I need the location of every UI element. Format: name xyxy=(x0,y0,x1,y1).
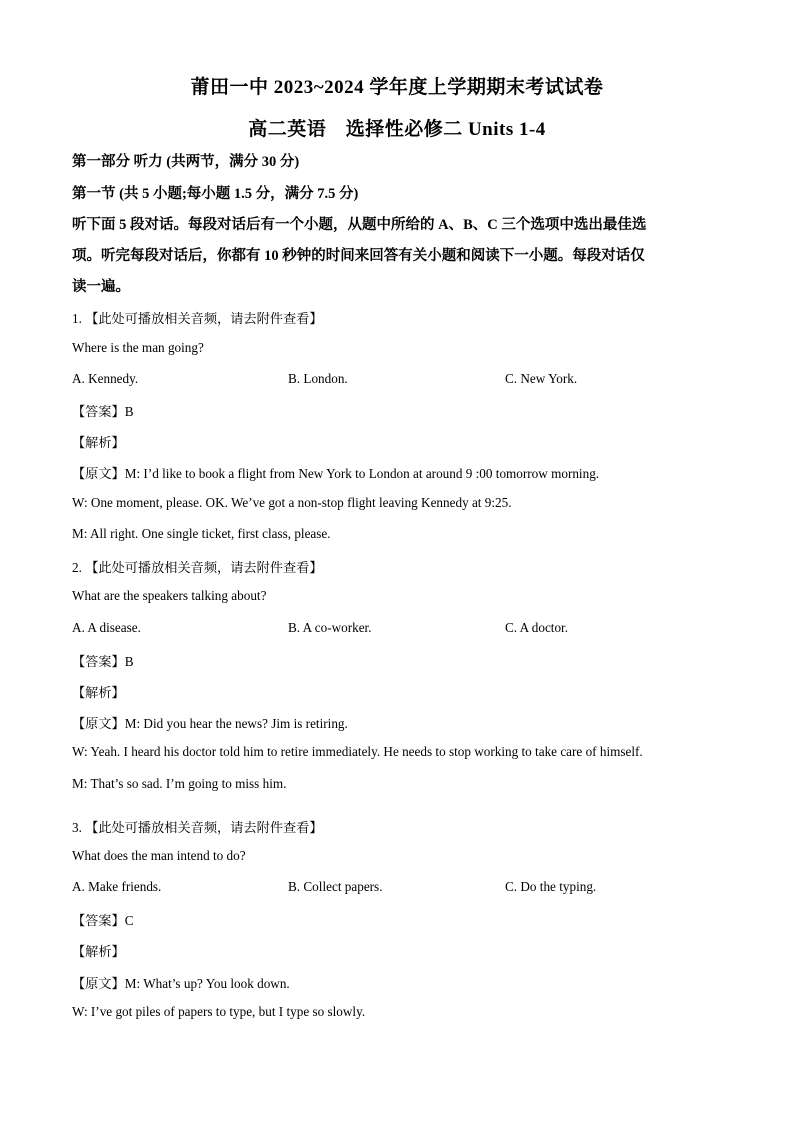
q3-question: What does the man intend to do? xyxy=(72,848,246,863)
q1-transcript-1: 【原文】M: I’d like to book a flight from New York to London at around 9 :00 tomorrow morning. xyxy=(72,466,600,481)
q2-option-c: C. A doctor. xyxy=(505,620,569,635)
q1-question: Where is the man going? xyxy=(72,340,204,355)
q3-audio-prompt: 3. 【此处可播放相关音频，请去附件查看】 xyxy=(72,820,323,835)
instructions-line-3: 读一遍。 xyxy=(72,279,130,295)
q1-answer: 【答案】B xyxy=(72,404,134,419)
q3-transcript-2: W: I’ve got piles of papers to type, but I type so slowly. xyxy=(72,1004,366,1019)
q2-answer: 【答案】B xyxy=(72,654,134,669)
instructions-line-2: 项。听完每段对话后，你都有 10 秒钟的时间来回答有关小题和阅读下一小题。每段对话仅 xyxy=(72,248,645,264)
q3-answer: 【答案】C xyxy=(72,913,134,928)
q1-option-a: A. Kennedy. xyxy=(72,371,139,386)
q3-option-c: C. Do the typing. xyxy=(505,879,597,894)
q1-analysis: 【解析】 xyxy=(72,435,125,450)
instructions-line-1: 听下面 5 段对话。每段对话后有一个小题，从题中所给的 A、B、C 三个选项中选出最佳选 xyxy=(72,217,647,233)
exam-subtitle: 高二英语 选择性必修二 Units 1-4 xyxy=(248,119,546,140)
part1-heading: 第一部分 听力 (共两节，满分 30 分) xyxy=(72,154,300,170)
q1-audio-prompt: 1. 【此处可播放相关音频，请去附件查看】 xyxy=(72,311,323,326)
q2-transcript-3: M: That’s so sad. I’m going to miss him. xyxy=(72,776,287,791)
section1-heading: 第一节 (共 5 小题;每小题 1.5 分，满分 7.5 分) xyxy=(72,186,359,202)
q2-transcript-2: W: Yeah. I heard his doctor told him to retire immediately. He needs to stop working to take care of himself. xyxy=(72,744,643,759)
q2-transcript-1: 【原文】M: Did you hear the news? Jim is retiring. xyxy=(72,716,348,731)
q3-analysis: 【解析】 xyxy=(72,944,125,959)
q3-option-a: A. Make friends. xyxy=(72,879,162,894)
q1-transcript-3: M: All right. One single ticket, first class, please. xyxy=(72,526,331,541)
q2-question: What are the speakers talking about? xyxy=(72,588,267,603)
exam-title: 莆田一中 2023~2024 学年度上学期期末考试试卷 xyxy=(190,77,604,98)
q1-option-b: B. London. xyxy=(288,371,348,386)
q2-audio-prompt: 2. 【此处可播放相关音频，请去附件查看】 xyxy=(72,560,323,575)
q2-option-b: B. A co-worker. xyxy=(288,620,372,635)
q3-transcript-1: 【原文】M: What’s up? You look down. xyxy=(72,976,290,991)
q1-transcript-2: W: One moment, please. OK. We’ve got a non-stop flight leaving Kennedy at 9:25. xyxy=(72,495,512,510)
q1-option-c: C. New York. xyxy=(505,371,578,386)
q2-option-a: A. A disease. xyxy=(72,620,141,635)
q2-analysis: 【解析】 xyxy=(72,685,125,700)
q3-option-b: B. Collect papers. xyxy=(288,879,383,894)
